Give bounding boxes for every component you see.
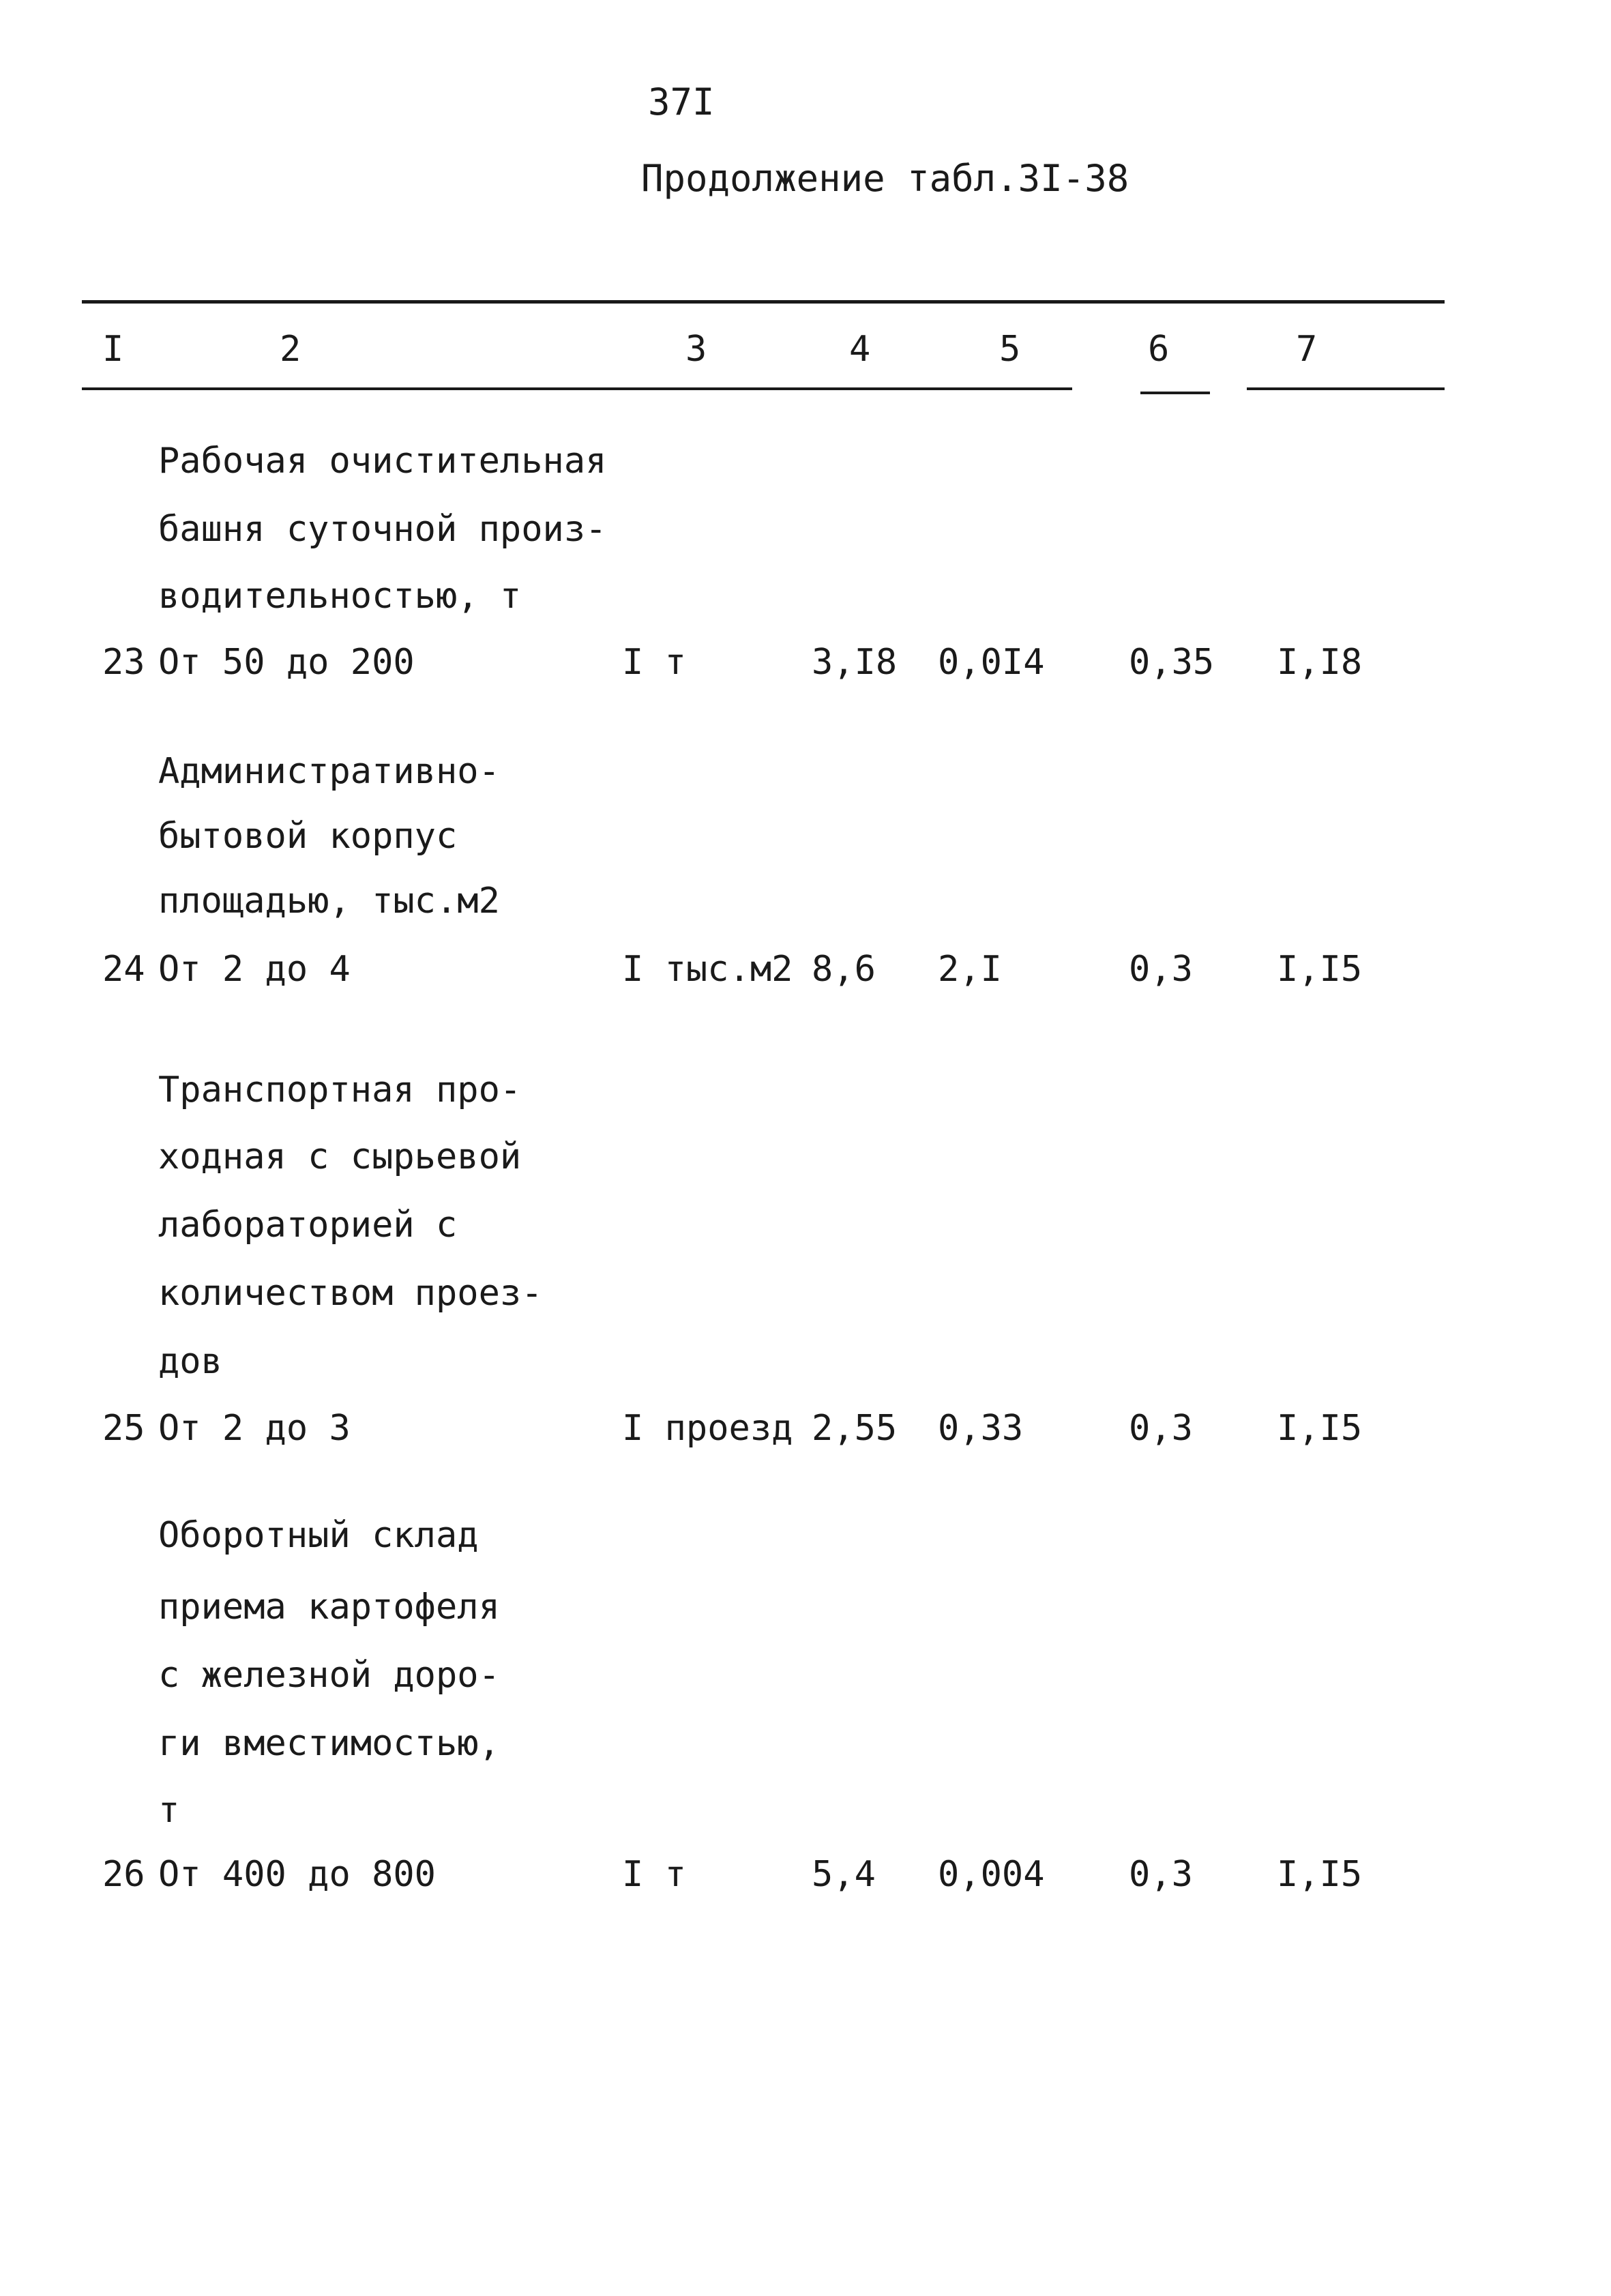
row-col-7: I,I8 bbox=[1277, 642, 1363, 683]
row-description-line: приема картофеля bbox=[158, 1587, 500, 1628]
row-description-line: т bbox=[158, 1790, 180, 1831]
row-col-5: 0,0I4 bbox=[938, 642, 1045, 683]
row-col-4: 5,4 bbox=[812, 1854, 876, 1895]
row-description-line: башня суточной произ- bbox=[158, 509, 607, 550]
header-col-1: I bbox=[102, 329, 124, 370]
page-number: 37I bbox=[648, 80, 715, 123]
row-description-line: водительностью, т bbox=[158, 576, 522, 617]
row-range: От 50 до 200 bbox=[158, 642, 415, 683]
row-range: От 400 до 800 bbox=[158, 1854, 436, 1895]
row-col-6: 0,3 bbox=[1129, 1854, 1193, 1895]
header-col-6: 6 bbox=[1148, 329, 1170, 370]
row-number: 26 bbox=[102, 1854, 145, 1895]
row-description-line: Оборотный склад bbox=[158, 1515, 479, 1556]
row-unit: I проезд bbox=[622, 1408, 793, 1449]
row-description-line: Административно- bbox=[158, 751, 500, 792]
row-col-5: 0,33 bbox=[938, 1408, 1024, 1449]
row-description-line: Транспортная про- bbox=[158, 1070, 522, 1110]
table-top-rule bbox=[82, 300, 1445, 304]
row-col-6: 0,3 bbox=[1129, 949, 1193, 990]
row-description-line: Рабочая очистительная bbox=[158, 441, 607, 482]
row-col-4: 8,6 bbox=[812, 949, 876, 990]
header-bottom-rule bbox=[82, 387, 1072, 390]
row-number: 25 bbox=[102, 1408, 145, 1449]
row-number: 23 bbox=[102, 642, 145, 683]
row-description-line: площадью, тыс.м2 bbox=[158, 881, 500, 922]
row-number: 24 bbox=[102, 949, 145, 990]
row-col-7: I,I5 bbox=[1277, 949, 1363, 990]
header-col-2: 2 bbox=[280, 329, 301, 370]
table-caption: Продолжение табл.3I-38 bbox=[641, 157, 1129, 200]
header-col-4: 4 bbox=[849, 329, 871, 370]
row-description-line: ходная с сырьевой bbox=[158, 1136, 522, 1177]
row-range: От 2 до 4 bbox=[158, 949, 351, 990]
header-col-7: 7 bbox=[1296, 329, 1318, 370]
row-range: От 2 до 3 bbox=[158, 1408, 351, 1449]
row-col-7: I,I5 bbox=[1277, 1408, 1363, 1449]
row-col-6: 0,35 bbox=[1129, 642, 1215, 683]
row-description-line: лабораторией с bbox=[158, 1205, 458, 1246]
row-unit: I т bbox=[622, 1854, 686, 1895]
row-description-line: количеством проез- bbox=[158, 1273, 543, 1314]
row-col-5: 2,I bbox=[938, 949, 1002, 990]
row-unit: I т bbox=[622, 642, 686, 683]
header-bottom-rule-col6 bbox=[1140, 392, 1210, 394]
row-description-line: бытовой корпус bbox=[158, 816, 458, 857]
row-description-line: с железной доро- bbox=[158, 1655, 500, 1696]
row-unit: I тыс.м2 bbox=[622, 949, 793, 990]
row-col-5: 0,004 bbox=[938, 1854, 1045, 1895]
row-col-6: 0,3 bbox=[1129, 1408, 1193, 1449]
row-description-line: дов bbox=[158, 1341, 222, 1382]
header-col-5: 5 bbox=[999, 329, 1021, 370]
row-col-7: I,I5 bbox=[1277, 1854, 1363, 1895]
row-col-4: 3,I8 bbox=[812, 642, 898, 683]
header-bottom-rule-col7 bbox=[1247, 387, 1445, 390]
row-col-4: 2,55 bbox=[812, 1408, 898, 1449]
header-col-3: 3 bbox=[685, 329, 707, 370]
row-description-line: ги вместимостью, bbox=[158, 1723, 500, 1764]
